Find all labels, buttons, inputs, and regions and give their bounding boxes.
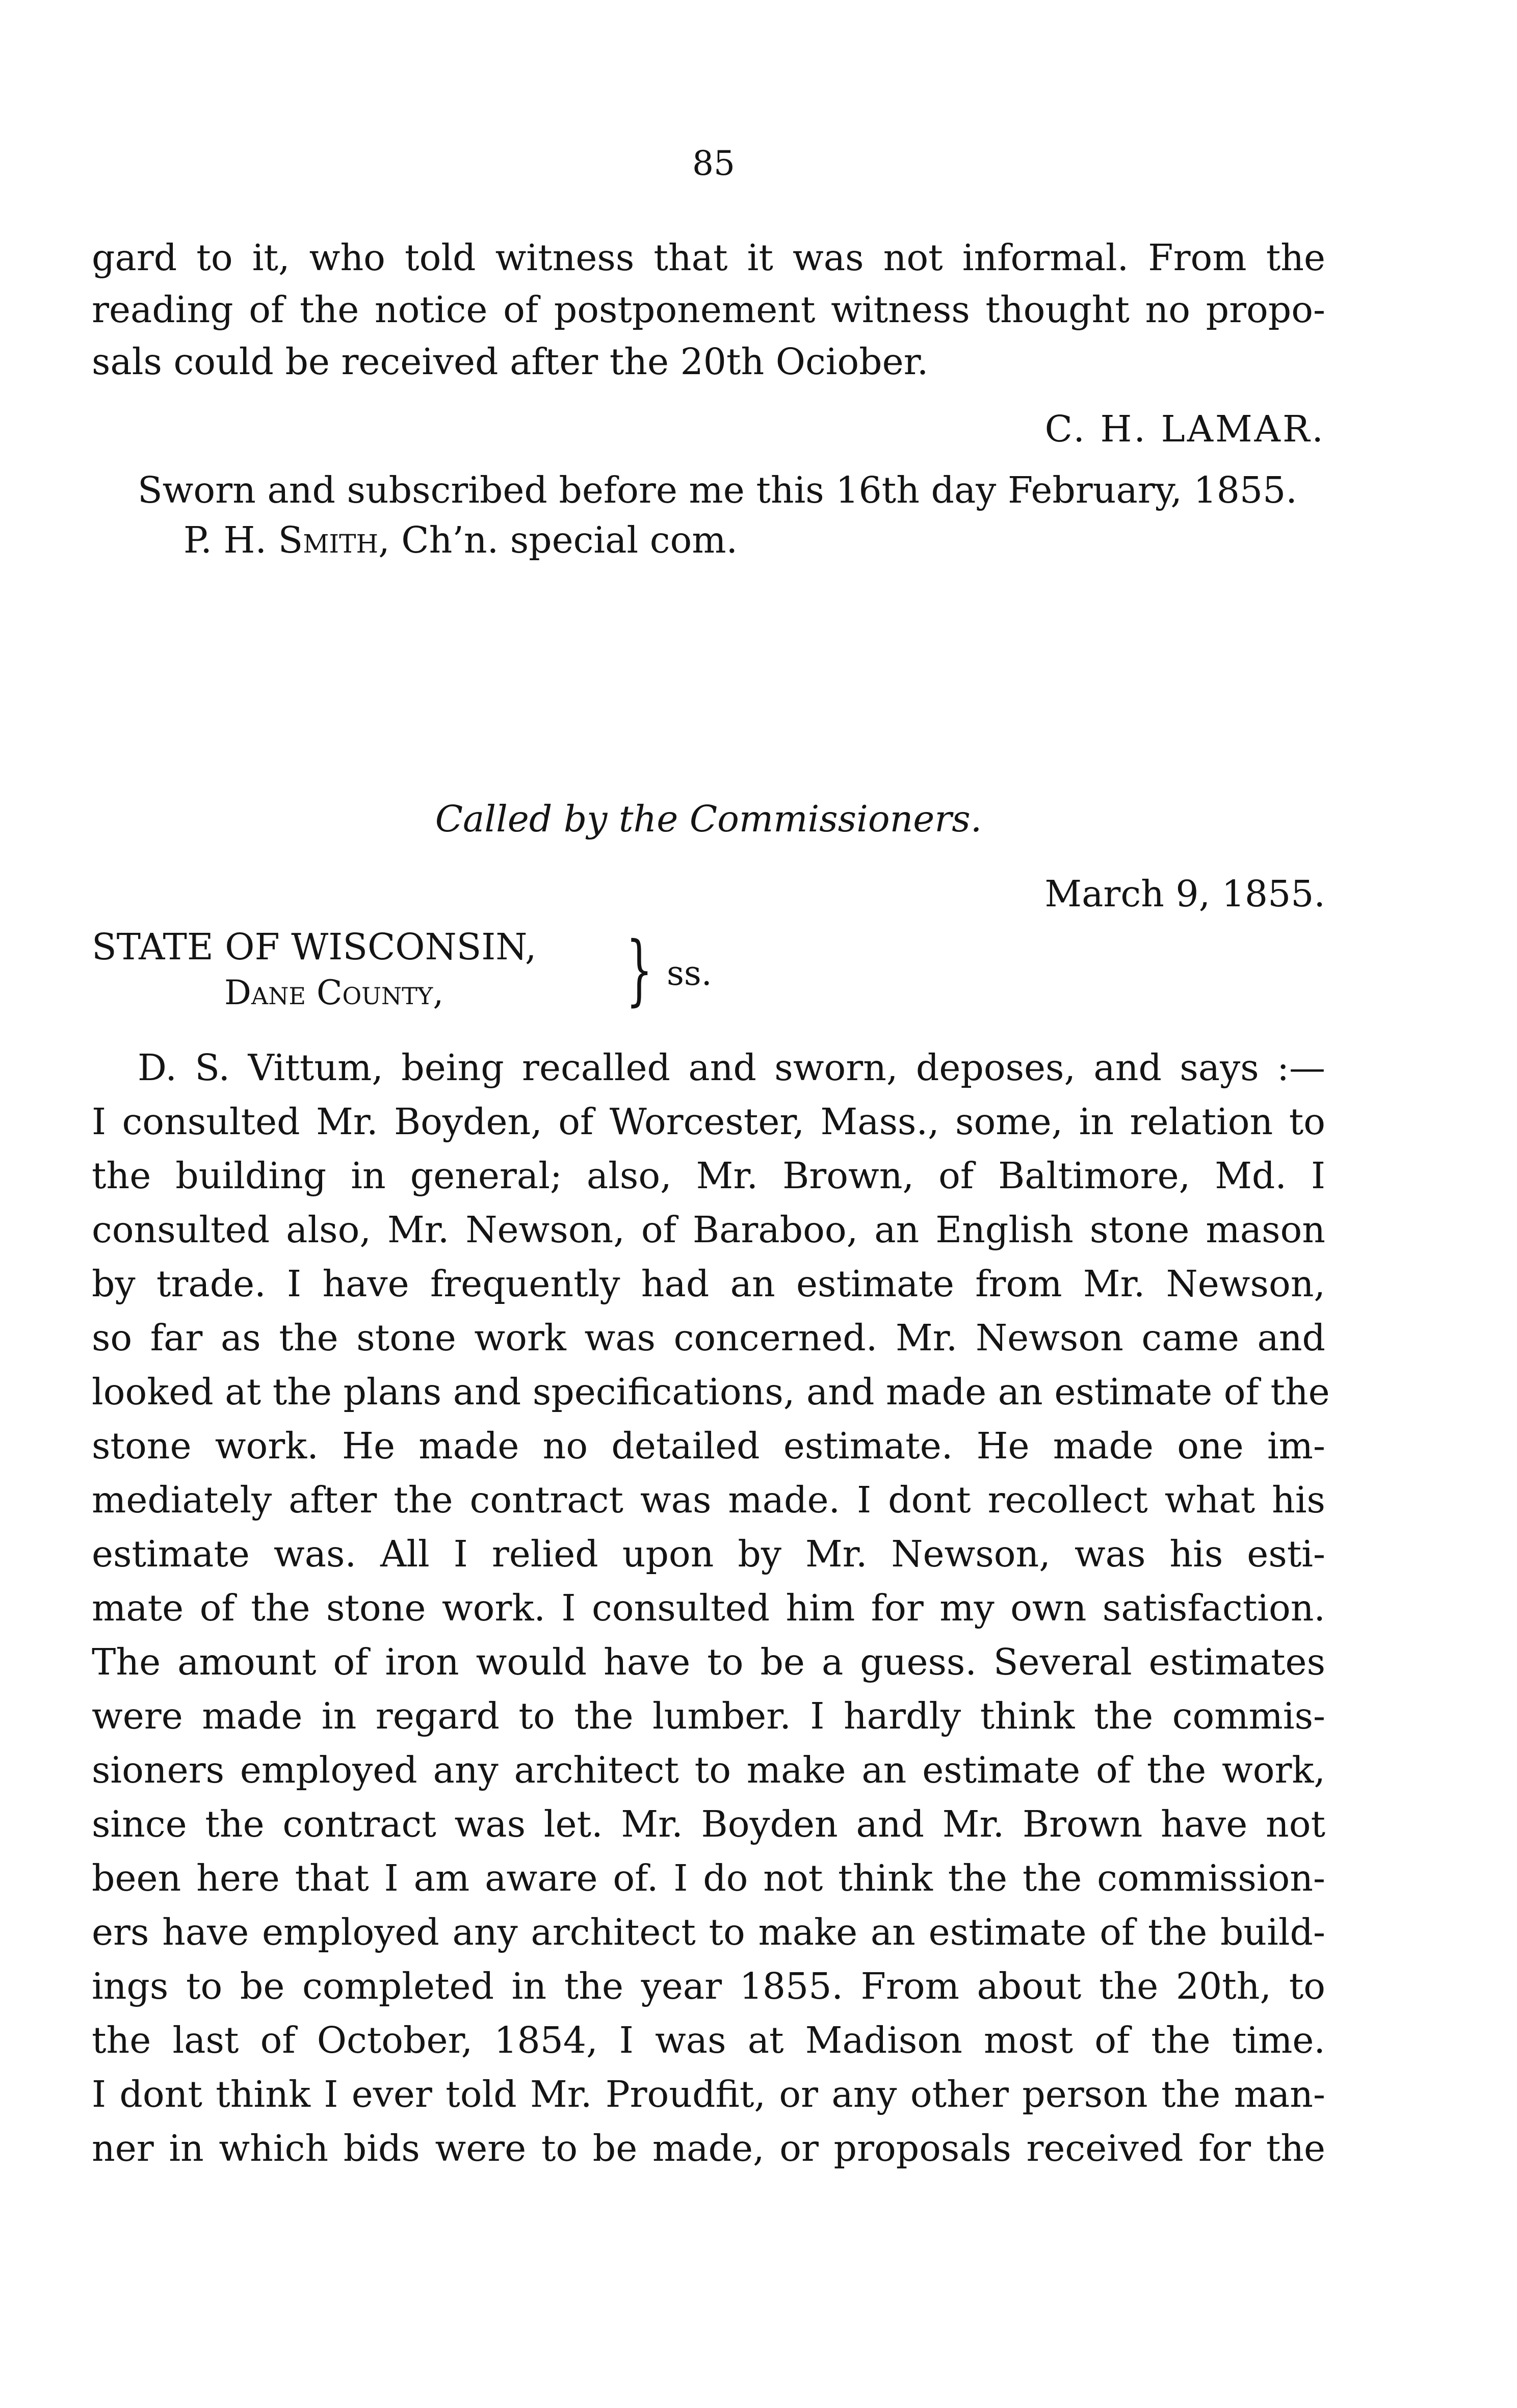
venue-county: Dane County,	[224, 973, 444, 1012]
paragraph-line: gard to it, who told witness that it was not informal. From the	[92, 237, 1325, 279]
testimony-line: been here that I am aware of. I do not think the the commission-	[92, 1857, 1325, 1899]
section-heading: Called by the Commissioners.	[435, 798, 982, 840]
officer-name: P. H. Smith,	[184, 519, 390, 561]
paragraph-line: reading of the notice of postponement witness thought no propo-	[92, 289, 1325, 331]
testimony-line: sioners employed any architect to make an estimate of the work,	[92, 1749, 1325, 1791]
sworn-statement: Sworn and subscribed before me this 16th day February, 1855.	[138, 469, 1297, 511]
testimony-line: the last of October, 1854, I was at Madison most of the time.	[92, 2019, 1325, 2061]
venue-state: STATE OF WISCONSIN,	[92, 926, 537, 968]
page-number: 85	[692, 144, 735, 183]
testimony-line: by trade. I have frequently had an estimate from Mr. Newson,	[92, 1263, 1325, 1305]
testimony-line: mediately after the contract was made. I dont recollect what his	[92, 1479, 1325, 1521]
signature: C. H. LAMAR.	[1044, 408, 1325, 450]
testimony-line: were made in regard to the lumber. I hardly think the commis-	[92, 1695, 1325, 1737]
testimony-line: The amount of iron would have to be a guess. Several estimates	[92, 1641, 1325, 1683]
testimony-line: looked at the plans and specifications, and made an estimate of the	[92, 1371, 1330, 1413]
venue-brace: }	[626, 926, 653, 1014]
date-line: March 9, 1855.	[1044, 873, 1325, 915]
testimony-line: estimate was. All I relied upon by Mr. Newson, was his esti-	[92, 1533, 1325, 1575]
testimony-line: mate of the stone work. I consulted him for my own satisfaction.	[92, 1587, 1325, 1629]
testimony-line: ers have employed any architect to make an estimate of the build-	[92, 1911, 1325, 1953]
testimony-line: I consulted Mr. Boyden, of Worcester, Mass., some, in relation to	[92, 1101, 1325, 1143]
testimony-line: ner in which bids were to be made, or proposals received for the	[92, 2127, 1325, 2169]
testimony-line: ings to be completed in the year 1855. From about the 20th, to	[92, 1965, 1325, 2007]
officer-title: Ch’n. special com.	[389, 519, 738, 561]
testimony-line: consulted also, Mr. Newson, of Baraboo, an English stone mason	[92, 1209, 1325, 1251]
testimony-line: D. S. Vittum, being recalled and sworn, deposes, and says :—	[138, 1046, 1325, 1089]
testimony-line: stone work. He made no detailed estimate. He made one im-	[92, 1425, 1325, 1467]
officer-line	[184, 515, 1203, 566]
venue-ss: ss.	[667, 954, 712, 993]
testimony-line: I dont think I ever told Mr. Proudfit, or any other person the man-	[92, 2073, 1325, 2115]
testimony-line: the building in general; also, Mr. Brown, of Baltimore, Md. I	[92, 1155, 1325, 1197]
testimony-line: so far as the stone work was concerned. Mr. Newson came and	[92, 1317, 1325, 1359]
paragraph-line: sals could be received after the 20th Ociober.	[92, 341, 929, 383]
testimony-line: since the contract was let. Mr. Boyden and Mr. Brown have not	[92, 1803, 1325, 1845]
